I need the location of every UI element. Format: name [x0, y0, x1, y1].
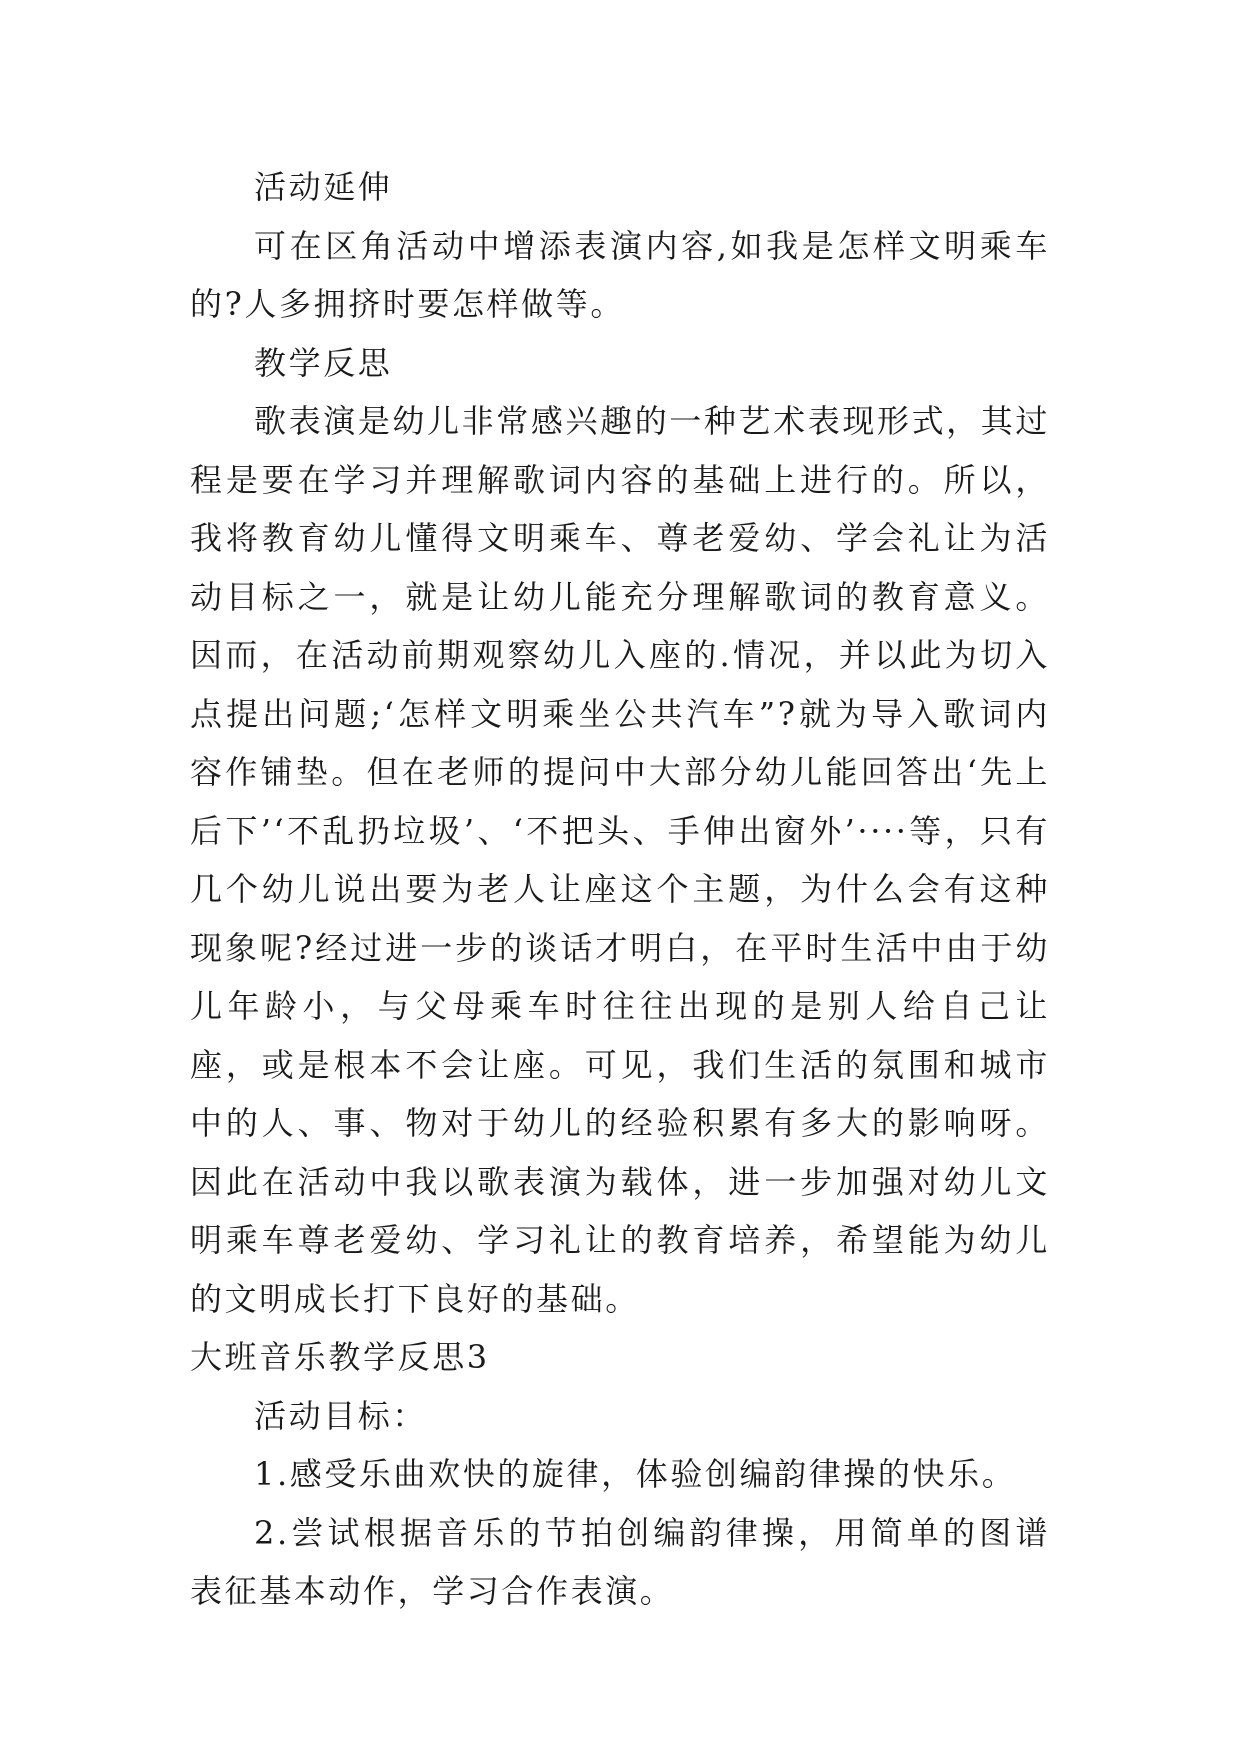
document-body	[190, 158, 1050, 1621]
paragraph-goal-1: 1.感受乐曲欢快的旋律，体验创编韵律操的快乐。	[254, 1455, 1017, 1493]
paragraph-activity-extension: 可在区角活动中增添表演内容,如我是怎样文明乘车的?人多拥挤时要怎样做等。	[190, 226, 1050, 323]
paragraph-teaching-reflection-heading: 教学反思	[254, 343, 393, 382]
paragraph-teaching-reflection: 歌表演是幼儿非常感兴趣的一种艺术表现形式，其过程是要在学习并理解歌词内容的基础上进行的。所以，我将教育幼儿懂得文明乘车、尊老爱幼、学会礼让为活动目标之一，就是让幼儿能充分理解歌词的教育意义。因而，在活动前期观察幼儿入座的.情况，并以此为切入点提出问题;‘怎样文明乘坐公共汽车”?就为导入歌词内容作铺垫。但在老师的提问中大部分幼儿能回答出‘先上后下’‘不乱扔垃圾’、‘不把头、手伸出窗外’····等，只有几个幼儿说出要为老人让座这个主题，为什么会有这种现象呢?经过进一步的谈话才明白，在平时生活中由于幼儿年龄小，与父母乘车时往往出现的是别人给自己让座，或是根本不会让座。可见，我们生活的氛围和城市中的人、事、物对于幼儿的经验积累有多大的影响呀。因此在活动中我以歌表演为载体，进一步加强对幼儿文明乘车尊老爱幼、学习礼让的教育培养，希望能为幼儿的文明成长打下良好的基础。	[190, 402, 1050, 1318]
paragraph-goal-2: 2.尝试根据音乐的节拍创编韵律操，用简单的图谱表征基本动作，学习合作表演。	[190, 1513, 1050, 1610]
paragraph-activity-extension-heading: 活动延伸	[254, 168, 393, 206]
paragraph-activity-goals-heading: 活动目标：	[254, 1396, 428, 1435]
section-title: 大班音乐教学反思3	[190, 1338, 490, 1376]
